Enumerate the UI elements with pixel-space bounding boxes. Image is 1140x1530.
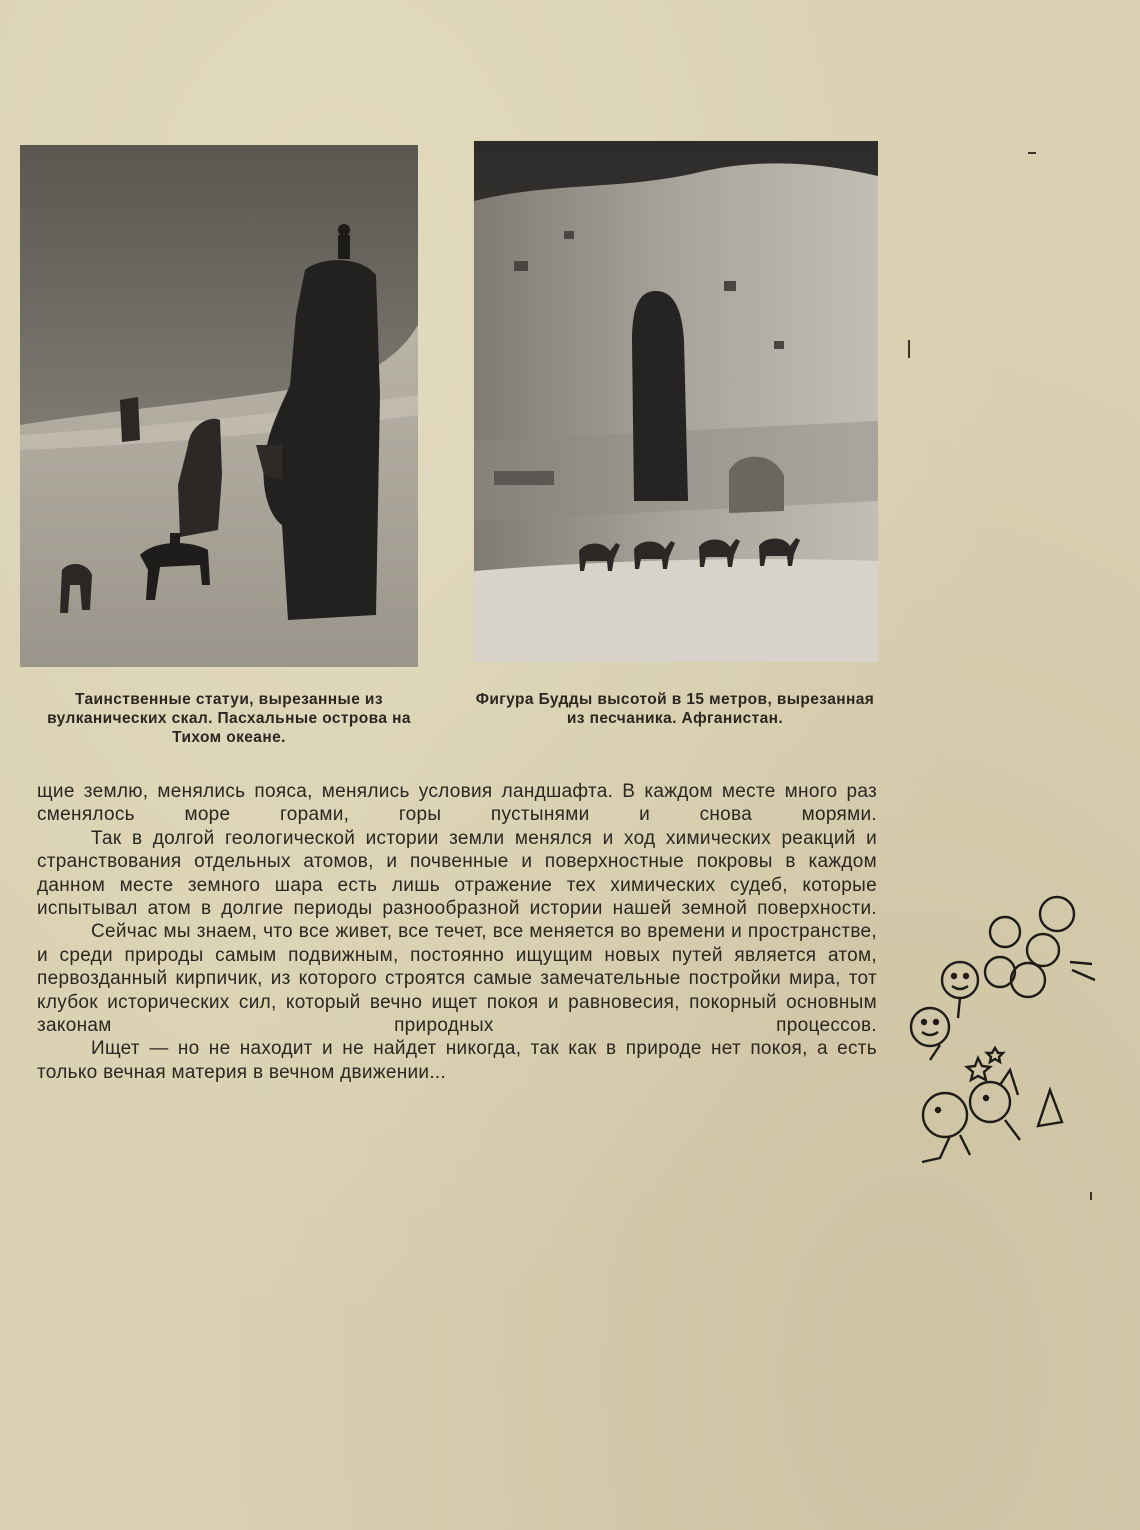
left-photo-caption: Таинственные статуи, вырезанные из вулканических скал. Пасхальные острова на Тихом океане. — [47, 691, 411, 746]
paragraph-3: Сейчас мы знаем, что все живет, все течет, все меняется во времени и пространстве, и среди природы самым подвижным, постоянно ищущим новых путей является атом, первозданный кирпичик, из которого строятся самые замечательные постройки мира, тот клубок исторических сил, который вечно ищет покоя и равновесия, покорный основным законам природных процессов. — [37, 921, 877, 1037]
paper-speck — [908, 340, 910, 358]
paragraph-1: щие землю, менялись пояса, менялись условия ландшафта. В каждом месте много раз сменялось море горами, горы пустынями и снова морями. — [37, 781, 877, 826]
paper-speck — [1090, 1192, 1092, 1200]
right-photo-caption: Фигура Будды высотой в 15 метров, вырезанная из песчаника. Афганистан. — [475, 691, 875, 727]
paragraph-4: Ищет — но не находит и не найдет никогда, так как в природе нет покоя, а есть только вечная материя в вечном движении... — [37, 1038, 877, 1083]
paragraph-2: Так в долгой геологической истории земли менялся и ход химических реакций и странствования отдельных атомов, и почвенные и поверхностные покровы в каждом данном месте земного шара есть лишь отражение тех химических судеб, которые испытывал атом в долгие периоды разнообразной истории нашей земной поверхности. — [37, 827, 877, 920]
body-text — [37, 780, 877, 1084]
easter-island-statues-photo — [20, 145, 418, 667]
paper-speck — [1028, 152, 1036, 154]
buddha-cliff-photo — [474, 141, 878, 662]
atom-characters-illustration — [900, 890, 1110, 1180]
